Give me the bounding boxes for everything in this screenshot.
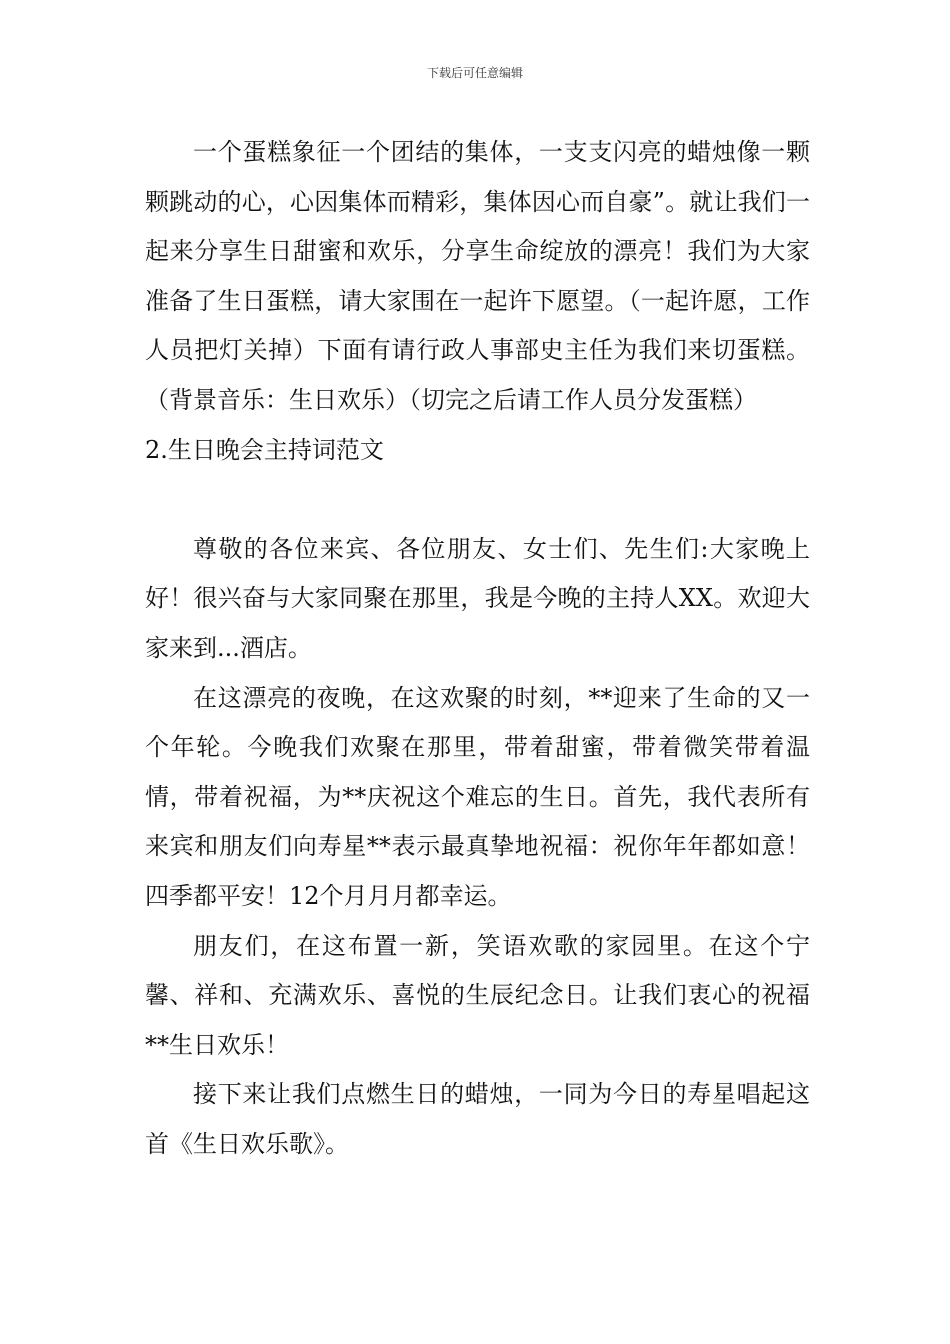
paragraph-friends: 朋友们，在这布置一新，笑语欢歌的家园里。在这个宁馨、祥和、充满欢乐、喜悦的生辰纪念日。让我们衷心的祝福**生日欢乐！ — [145, 931, 810, 1059]
paragraph-candles: 接下来让我们点燃生日的蜡烛，一同为今日的寿星唱起这首《生日欢乐歌》。 — [145, 1080, 810, 1158]
document-body — [145, 128, 810, 1169]
paragraph-evening: 在这漂亮的夜晚，在这欢聚的时刻，**迎来了生命的又一个年轮。今晚我们欢聚在那里，带着甜蜜，带着微笑带着温情，带着祝福，为**庆祝这个难忘的生日。首先，我代表所有来宾和朋友们向寿星**表示最真挚地祝福：祝你年年都如意！四季都平安！12个月月月都幸运。 — [145, 683, 810, 910]
blank-line — [145, 475, 810, 525]
page-header: 下载后可任意编辑 — [426, 66, 523, 80]
paragraph-cake: 一个蛋糕象征一个团结的集体，一支支闪亮的蜡烛像一颗颗跳动的心，心因集体而精彩，集体因心而自豪”。就让我们一起来分享生日甜蜜和欢乐，分享生命绽放的漂亮！我们为大家准备了生日蛋糕，请大家围在一起许下愿望。（一起许愿，工作人员把灯关掉）下面有请行政人事部史主任为我们来切蛋糕。（背景音乐：生日欢乐）（切完之后请工作人员分发蛋糕） — [145, 138, 810, 414]
section-heading: 2.生日晚会主持词范文 — [145, 435, 384, 464]
paragraph-greeting: 尊敬的各位来宾、各位朋友、女士们、先生们:大家晚上好！很兴奋与大家同聚在那里，我是今晚的主持人XX。欢迎大家来到...酒店。 — [145, 534, 810, 662]
